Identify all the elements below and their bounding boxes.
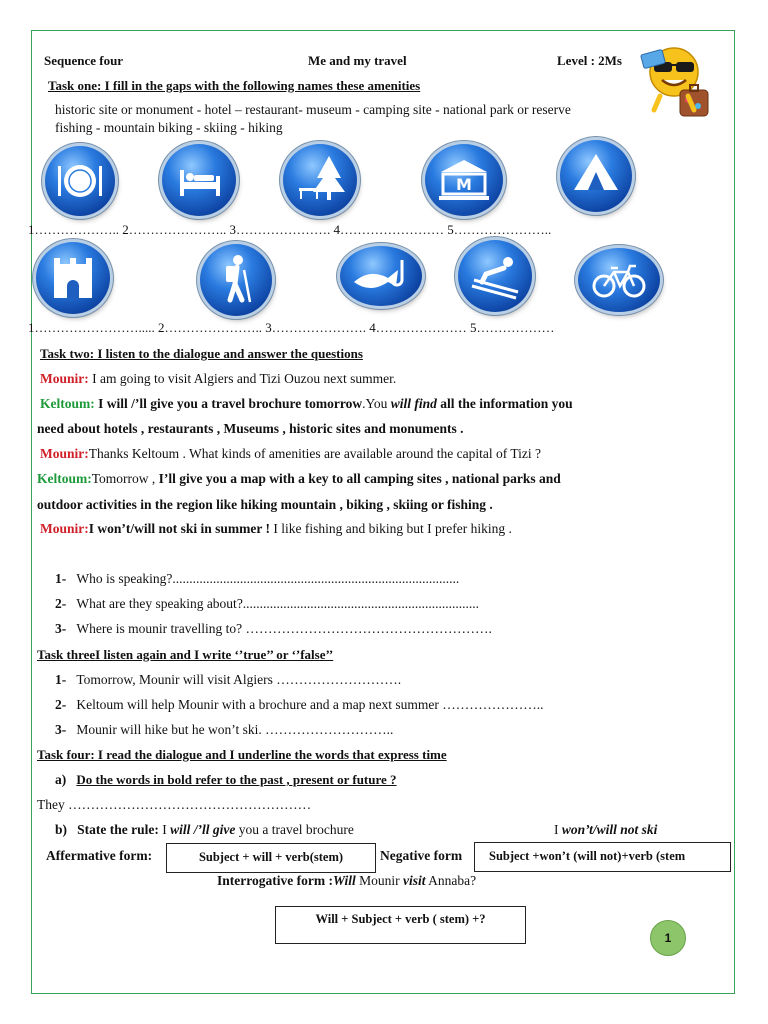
statement-text: Tomorrow, Mounir will visit Algiers ………………………. <box>76 672 402 687</box>
interrogative-line <box>217 873 476 889</box>
page-title: Me and my travel <box>308 53 407 68</box>
interrogative-verb: visit <box>402 873 426 888</box>
true-false-3[interactable] <box>55 722 393 738</box>
hotel-icon <box>162 144 236 216</box>
rule-text: you a travel brochure <box>235 822 354 837</box>
traveler-emoji-icon <box>640 40 712 124</box>
national-park-icon <box>283 144 357 216</box>
level-label: Level : 2Ms <box>557 53 622 68</box>
task-four-rule-b <box>55 822 354 838</box>
item-label: b) <box>55 822 68 837</box>
question-text: What are they speaking about?...................................................................... <box>76 596 480 611</box>
dialogue-bold-text: I won’t/will not ski in summer ! <box>88 521 271 536</box>
statement-number: 3- <box>55 722 67 737</box>
speaker-keltoum: Keltoum: <box>37 471 92 486</box>
skiing-icon <box>458 240 532 312</box>
dialogue-line-4 <box>37 471 561 487</box>
rule-bold-italic: will /’ll give <box>170 822 236 837</box>
negative-label: Negative form <box>380 848 463 863</box>
dialogue-line-2 <box>40 396 573 412</box>
question-number: 1- <box>55 571 67 586</box>
svg-text:M: M <box>456 175 472 194</box>
interrogative-will: Will <box>332 873 356 888</box>
true-false-1[interactable] <box>55 672 401 688</box>
row1-answer-blanks[interactable]: 1……………….. 2………………….. 3…………………. 4…………………… 5………………….. <box>28 222 552 237</box>
dialogue-text: I like fishing and biking but I prefer hiking . <box>270 521 512 536</box>
task-one-title: Task one: I fill in the gaps with the following names these amenities <box>48 78 421 93</box>
statement-text: Mounir will hike but he won’t ski. ……………………….. <box>76 722 394 737</box>
dialogue-text: Tomorrow , <box>91 471 159 486</box>
camping-icon <box>560 140 632 212</box>
question-number: 3- <box>55 621 67 636</box>
museum-icon <box>425 144 503 216</box>
task-three-title: Task threeI listen again and I write ‘’true’’ or ‘’false’’ <box>37 647 334 662</box>
interrogative-label: Interrogative form : <box>217 873 333 888</box>
dialogue-text: .You <box>362 396 391 411</box>
speaker-keltoum: Keltoum: <box>40 396 95 411</box>
statement-number: 2- <box>55 697 67 712</box>
question-text: Do the words in bold refer to the past , present or future ? <box>76 772 397 787</box>
row2-answer-blanks[interactable]: 1……………………..... 2………………….. 3…………………. 4………………… 5……………… <box>28 320 555 335</box>
dialogue-line-4b: outdoor activities in the region like hiking mountain , biking , skiing or fishing . <box>37 497 493 512</box>
interrogative-text: Mounir <box>355 873 403 888</box>
speaker-mounir: Mounir: <box>40 446 89 461</box>
dialogue-line-1 <box>40 371 396 387</box>
dialogue-bold-text: I will /’ll give you a travel brochure tomorrow <box>94 396 363 411</box>
item-label: a) <box>55 772 67 787</box>
affirmative-form-box: Subject + will + verb(stem) <box>166 843 376 873</box>
dialogue-bold-italic: will find <box>390 396 437 411</box>
fishing-icon <box>340 246 422 306</box>
rule-label: State the rule: <box>77 822 163 837</box>
statement-number: 1- <box>55 672 67 687</box>
speaker-mounir: Mounir: <box>40 371 89 386</box>
question-number: 2- <box>55 596 67 611</box>
speaker-mounir: Mounir: <box>40 521 89 536</box>
question-text: Who is speaking?..................................................................................... <box>76 571 460 586</box>
sequence-label: Sequence four <box>44 53 124 68</box>
true-false-2[interactable] <box>55 697 544 713</box>
question-1[interactable] <box>55 571 459 587</box>
dialogue-text: I am going to visit Algiers and Tizi Ouzou next summer. <box>88 371 397 386</box>
amenities-list-line1: historic site or monument - hotel – restaurant- museum - camping site - national park or reserve <box>55 102 571 117</box>
task-four-title: Task four: I read the dialogue and I underline the words that express time <box>37 747 447 762</box>
biking-icon <box>578 248 660 312</box>
question-text: Where is mounir travelling to? ………………………………………………. <box>76 621 492 636</box>
task-four-question-a <box>55 772 397 788</box>
negative-example <box>554 822 657 838</box>
dialogue-line-5 <box>40 521 512 537</box>
negative-form-box: Subject +won’t (will not)+verb (stem <box>474 842 731 872</box>
castle-monument-icon <box>36 242 110 314</box>
task-two-title: Task two: I listen to the dialogue and answer the questions <box>40 346 363 361</box>
restaurant-icon <box>45 146 115 216</box>
question-2[interactable] <box>55 596 479 612</box>
answer-they-line[interactable]: They ……………………………………………… <box>37 797 312 812</box>
dialogue-bold-text: I’ll give you a map with a key to all camping sites , national parks and <box>158 471 561 486</box>
dialogue-line-3 <box>40 446 541 462</box>
statement-text: Keltoum will help Mounir with a brochure and a map next summer ………………….. <box>76 697 544 712</box>
amenities-list-line2: fishing - mountain biking - skiing - hiking <box>55 120 283 135</box>
page-number-badge: 1 <box>650 920 686 956</box>
rule-bold-italic: won’t/will not ski <box>561 822 658 837</box>
dialogue-text: Thanks Keltoum . What kinds of amenities are available around the capital of Tizi ? <box>88 446 541 461</box>
rule-text: I <box>554 822 562 837</box>
interrogative-form-box: Will + Subject + verb ( stem) +? <box>275 906 526 944</box>
question-3[interactable] <box>55 621 492 637</box>
affirmative-label: Affermative form: <box>46 848 153 863</box>
dialogue-bold-text: all the information you <box>436 396 573 411</box>
interrogative-text: Annaba? <box>425 873 477 888</box>
rule-text: I <box>162 822 171 837</box>
hiking-icon <box>200 244 272 316</box>
dialogue-line-2b: need about hotels , restaurants , Museums , historic sites and monuments . <box>37 421 464 436</box>
